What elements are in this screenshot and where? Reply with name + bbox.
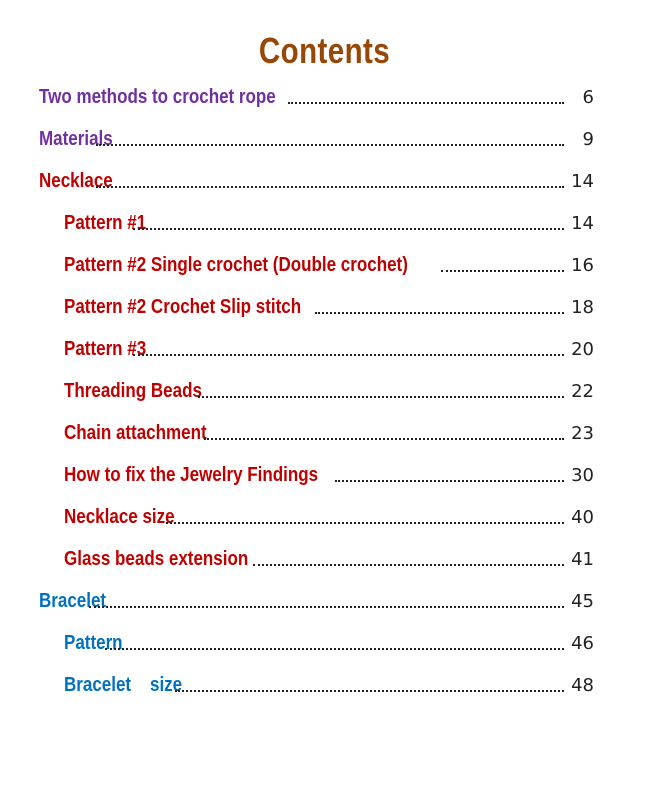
dot-leader bbox=[89, 586, 564, 608]
dot-leader bbox=[335, 460, 564, 482]
toc-entry-page: 16 bbox=[571, 254, 594, 276]
toc-entry-threading-beads[interactable] bbox=[64, 370, 594, 412]
toc-entry-bracelet-pattern[interactable] bbox=[64, 622, 594, 664]
toc-entry-label: Pattern #2 Single crochet (Double crochet) bbox=[64, 253, 408, 276]
dot-leader bbox=[198, 376, 564, 398]
dot-leader bbox=[253, 544, 564, 566]
toc-entry-jewelry-findings[interactable] bbox=[64, 454, 594, 496]
toc-entry-two-methods[interactable] bbox=[39, 76, 594, 118]
toc-entry-page: 20 bbox=[571, 338, 594, 360]
toc-entry-page: 14 bbox=[571, 170, 594, 192]
toc-entry-label: Two methods to crochet rope bbox=[39, 85, 276, 108]
toc-entry-bracelet[interactable] bbox=[39, 580, 594, 622]
dot-leader bbox=[204, 418, 564, 440]
toc-entry-glass-beads[interactable] bbox=[64, 538, 594, 580]
toc-entry-necklace-size[interactable] bbox=[64, 496, 594, 538]
toc-entry-page: 48 bbox=[571, 674, 594, 696]
toc-entry-page: 22 bbox=[571, 380, 594, 402]
toc-entry-pattern-2-single[interactable] bbox=[64, 244, 594, 286]
dot-leader bbox=[441, 250, 564, 272]
toc-entry-label: Glass beads extension bbox=[64, 547, 249, 570]
toc-entry-label: Threading Beads bbox=[64, 379, 202, 402]
toc-entry-label: Pattern #1 bbox=[64, 211, 147, 234]
toc-entry-label: Pattern #3 bbox=[64, 337, 147, 360]
toc-entry-label: Chain attachment bbox=[64, 421, 207, 444]
toc-entry-pattern-2-slip[interactable] bbox=[64, 286, 594, 328]
toc-entry-bracelet-size[interactable] bbox=[64, 664, 594, 706]
toc-entry-label: Necklace size bbox=[64, 505, 175, 528]
toc-entry-page: 14 bbox=[571, 212, 594, 234]
toc-entry-chain-attachment[interactable] bbox=[64, 412, 594, 454]
dot-leader bbox=[96, 124, 564, 146]
toc-entry-label: Bracelet bbox=[39, 589, 107, 612]
toc-entry-label: How to fix the Jewelry Findings bbox=[64, 463, 319, 486]
dot-leader bbox=[288, 82, 564, 104]
dot-leader bbox=[175, 670, 564, 692]
toc-entry-necklace[interactable] bbox=[39, 160, 594, 202]
toc-entry-pattern-1[interactable] bbox=[64, 202, 594, 244]
toc-entry-label: Pattern #2 Crochet Slip stitch bbox=[64, 295, 302, 318]
toc-entry-page: 45 bbox=[571, 590, 594, 612]
toc-entry-label: Pattern bbox=[64, 631, 123, 654]
dot-leader bbox=[166, 502, 564, 524]
dot-leader bbox=[133, 334, 564, 356]
toc-entry-page: 23 bbox=[571, 422, 594, 444]
toc-entry-label: Materials bbox=[39, 127, 113, 150]
dot-leader bbox=[133, 208, 564, 230]
toc-entry-page: 18 bbox=[571, 296, 594, 318]
toc-entry-page: 6 bbox=[582, 86, 594, 108]
dot-leader bbox=[96, 166, 564, 188]
page-title: Contents bbox=[258, 30, 391, 71]
toc-entry-materials[interactable] bbox=[39, 118, 594, 160]
toc-entry-page: 9 bbox=[582, 128, 594, 150]
toc-entry-pattern-3[interactable] bbox=[64, 328, 594, 370]
toc-entry-page: 46 bbox=[571, 632, 594, 654]
dot-leader bbox=[315, 292, 564, 314]
toc-entry-page: 30 bbox=[571, 464, 594, 486]
dot-leader bbox=[105, 628, 564, 650]
toc-entry-page: 40 bbox=[571, 506, 594, 528]
toc-entry-label: Necklace bbox=[39, 169, 113, 192]
toc-entry-page: 41 bbox=[571, 548, 594, 570]
toc-entry-label: Bracelet size bbox=[64, 673, 183, 696]
